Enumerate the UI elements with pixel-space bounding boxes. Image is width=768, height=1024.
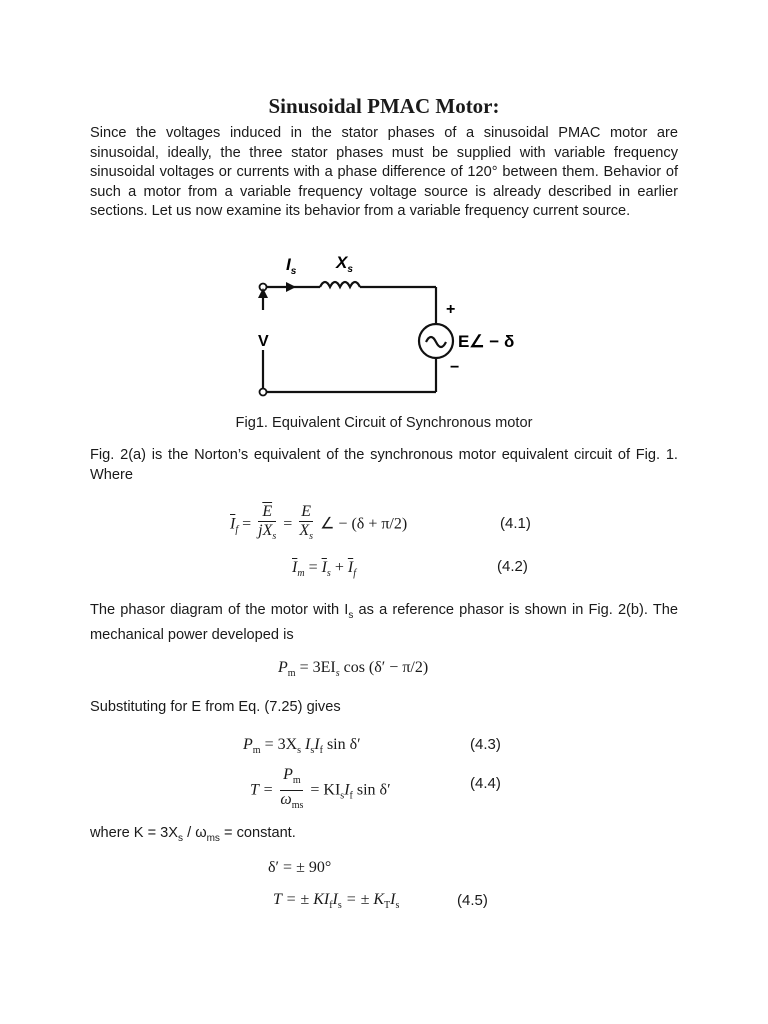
equation-number-4-3: (4.3) [470,736,501,753]
label-minus: − [450,359,460,376]
equation-4-3: $P_m = 3X_s$ $I_sI_f$ sin δ′ [243,736,361,757]
label-current: $I_s$ [286,255,297,277]
equation-number-4-4: (4.4) [470,775,501,792]
equation-delta: δ′ = ± 90° [268,859,332,876]
equation-power: $P_m = 3EI_s$ cos (δ′ − π/2) [278,659,429,680]
label-emf: E∠ − δ [458,332,515,351]
equivalent-circuit-figure [248,250,538,400]
label-plus: + [446,301,456,318]
figure-caption: Fig1. Equivalent Circuit of Synchronous motor [235,415,533,431]
equation-number-4-5: (4.5) [457,892,488,909]
terminal-bottom [260,389,267,396]
equation-4-2: $\overline{I}_m = \overline{I}_s + \overline{I}_f$ [292,559,356,580]
current-arrow [286,282,296,292]
intro-paragraph: Since the voltages induced in the stator phases of a sinusoidal PMAC motor are sinusoidal, ideally, the three stator phases must be supplied with variable frequency sinusoidal voltages or currents with a phase difference of 120° between them. Behavior of such a motor from a variable frequency voltage source is already described in earlier sections. Let us now examine its behavior from a variable frequency current source. [90,125,678,220]
substitution-paragraph: Substituting for E from Eq. (7.25) gives [90,699,341,715]
ac-tilde [426,337,446,347]
equation-4-4: T = $\frac{P_m}{\omega_{ms}}$ = $KI_sI_f$ sin δ′ [250,766,391,812]
label-reactance: $X_s$ [336,253,353,275]
equation-number-4-1: (4.1) [500,515,531,532]
equation-4-1: $\overline{I}_f$ = $\frac{\overline{E}}{jX_s}$ = $\frac{E}{X_s}$ ∠ − (δ + π/2) [230,503,408,543]
equation-4-5: T = ± $KI_fI_s$ = ± $K_TI_s$ [273,891,400,912]
constant-definition: where $K = 3X_s / \omega_{ms}$ = constant. [90,825,296,844]
phasor-paragraph: The phasor diagram of the motor with $I_s$ as a reference phasor is shown in Fig. 2(b). The mechanical power developed is [90,602,678,643]
inductor-coil [320,282,360,287]
norton-paragraph: Fig. 2(a) is the Norton’s equivalent of the synchronous motor equivalent circuit of Fig. 1. Where [90,447,678,483]
page-title: Sinusoidal PMAC Motor: [268,94,500,118]
label-voltage: V [258,333,269,350]
equation-number-4-2: (4.2) [497,558,528,575]
